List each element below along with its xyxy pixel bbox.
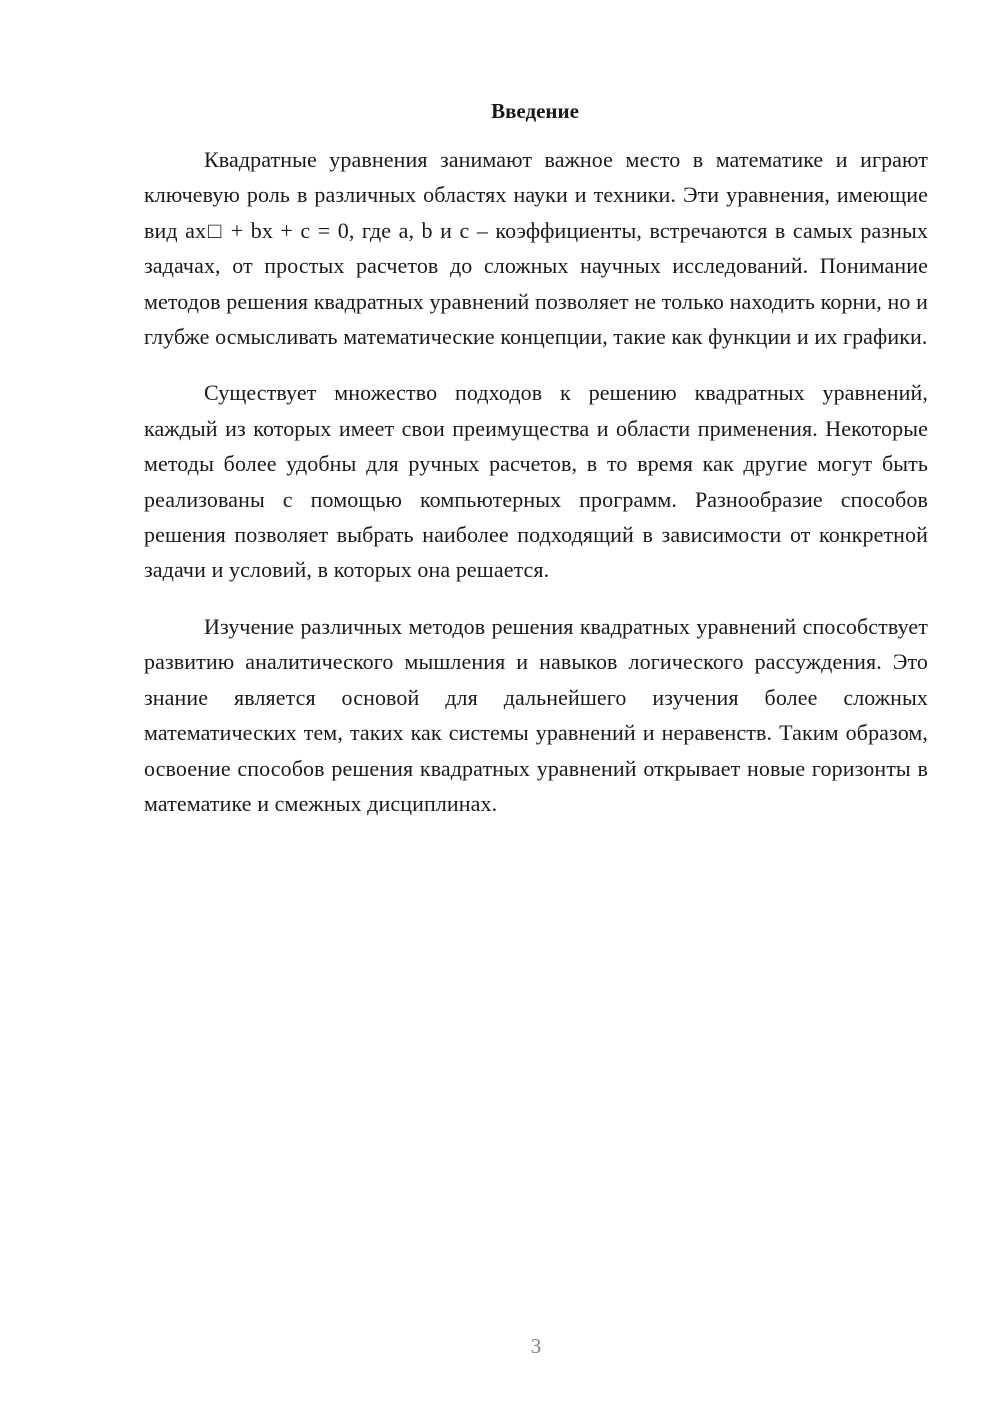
paragraph-2: Существует множество подходов к решению квадратных уравнений, каждый из которых имеет свои преимущества и области применения. Некоторые методы более удобны для ручных расчетов, в то время как другие могут быть реализованы с помощью компьютерных программ. Разнообразие способов решения позволяет выбрать наиболее подходящий в зависимости от конкретной задачи и условий, в которых она решается. (144, 380, 928, 583)
paragraph-3: Изучение различных методов решения квадратных уравнений способствует развитию аналитического мышления и навыков логического рассуждения. Это знание является основой для дальнейшего изучения более сложных математических тем, таких как системы уравнений и неравенств. Таким образом, освоение способов решения квадратных уравнений открывает новые горизонты в математике и смежных дисциплинах. (144, 613, 928, 816)
section-heading: Введение (491, 99, 579, 123)
page-number: 3 (530, 1334, 542, 1358)
paragraph-1: Квадратные уравнения занимают важное место в математике и играют ключевую роль в различных областях науки и техники. Эти уравнения, имеющие вид ax□ + bx + c = 0, где a, b и c – коэффициенты, встречаются в самых разных задачах, от простых расчетов до сложных научных исследований. Понимание методов решения квадратных уравнений позволяет не только находить корни, но и глубже осмысливать математические концепции, такие как функции и их графики. (144, 147, 928, 350)
body-text (144, 142, 928, 842)
